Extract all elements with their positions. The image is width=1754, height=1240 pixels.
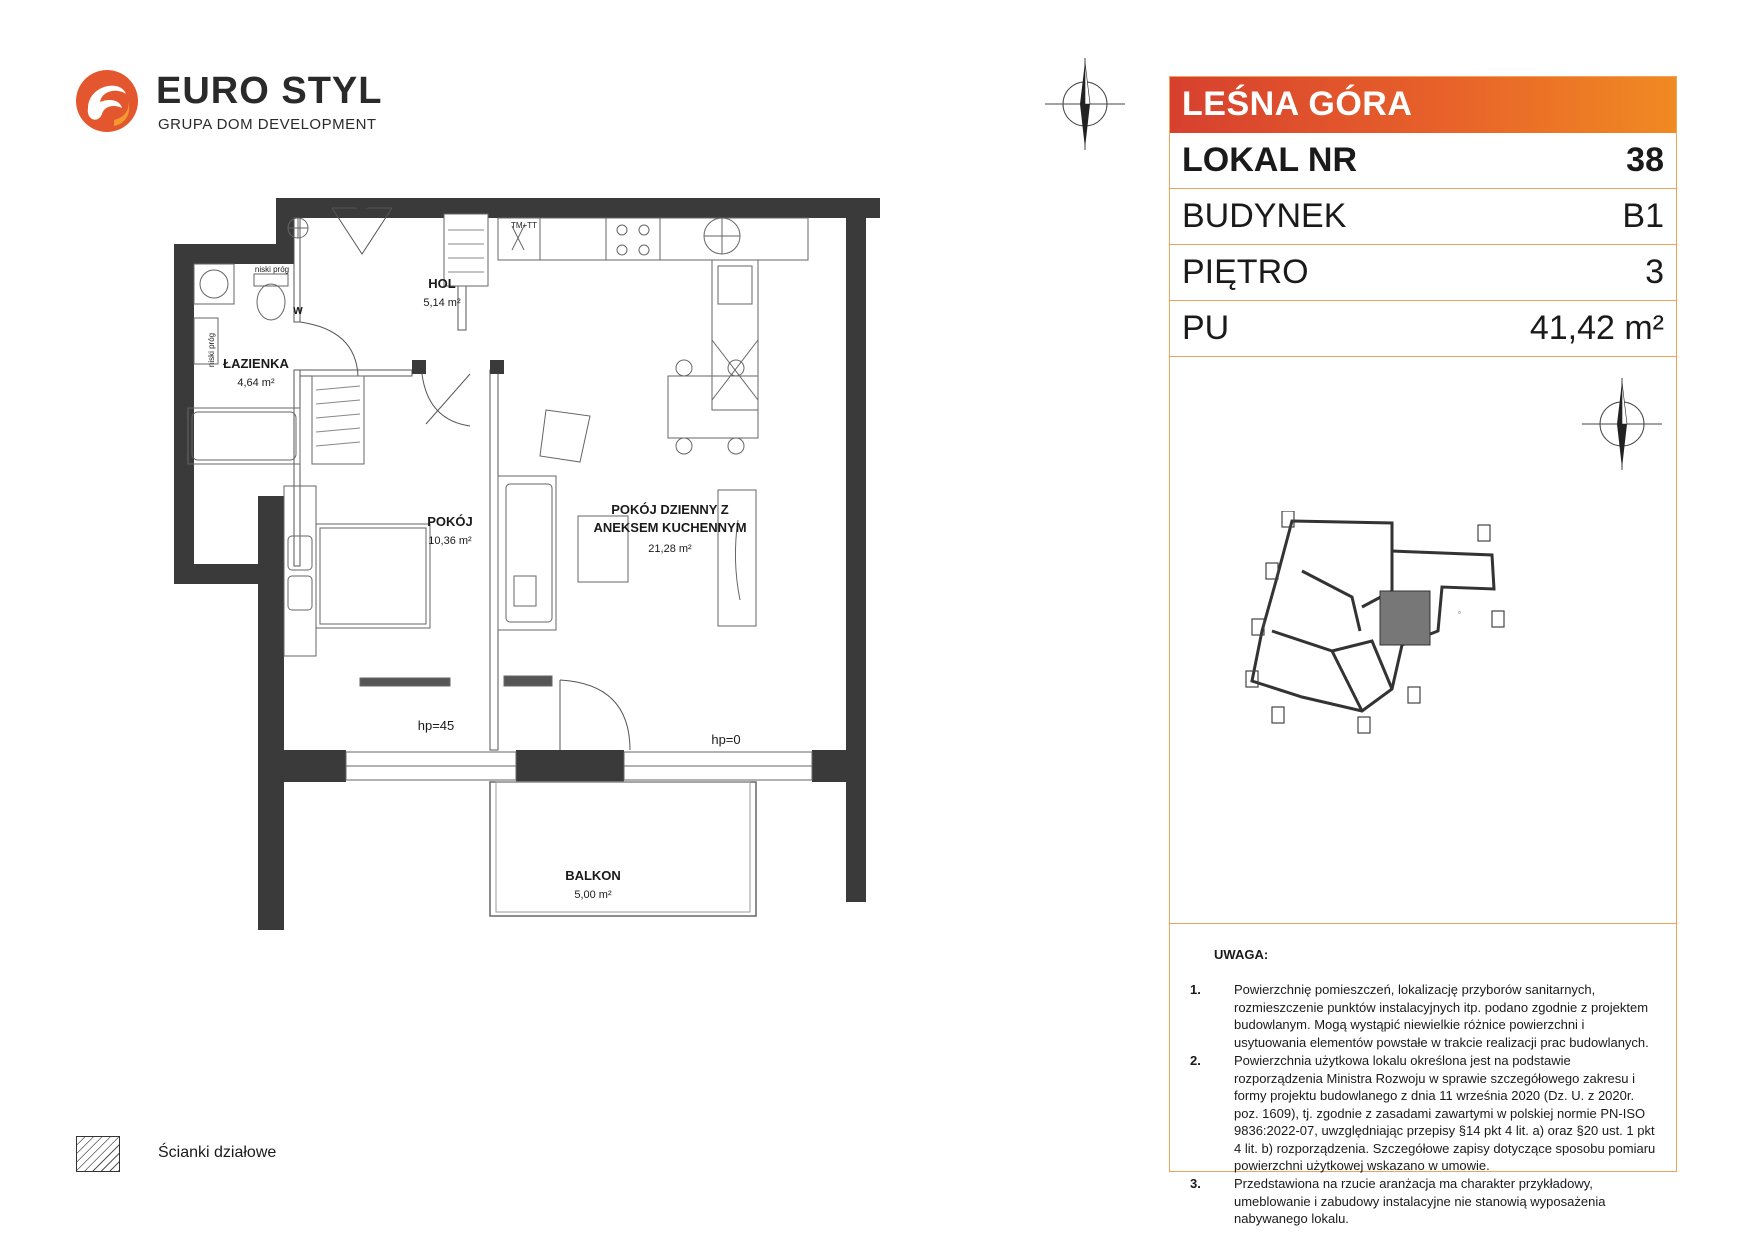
info-row-lokal	[1170, 133, 1676, 189]
room-name-hol: HOL	[428, 276, 456, 291]
room-area-pokoj: 10,36 m²	[428, 535, 472, 547]
info-value-pietro: 3	[1645, 253, 1664, 291]
north-arrow-icon	[1045, 58, 1125, 150]
niski-prog-label-2: niski próg	[207, 332, 216, 368]
note-text: Powierzchnia użytkowa lokalu określona jest na podstawie rozporządzenia Ministra Rozwoju w sprawie szczegółowego zakresu i formy projektu budowlanego z dnia 11 września 2020 (Dz. U. z 2020r. poz. 1609), tj. zgodnie z zasadami zawartymi w polskiej normie PN-ISO 9836:2022-07, uwzględniając przepisy §14 pkt 4 lit. a) oraz §20 ust. 1 pkt 4 lit. b) rozporządzenia. Szczegółowe zapisy dotyczące sposobu pomiaru powierzchni użytkowej wskazano w umowie.	[1234, 1053, 1656, 1173]
room-area-hol: 5,14 m²	[423, 297, 461, 309]
info-row-pietro	[1170, 245, 1676, 301]
note-number: 3.	[1190, 1176, 1201, 1191]
room-area-balkon: 5,00 m²	[574, 889, 612, 901]
floor-plan	[160, 190, 880, 930]
note-number: 1.	[1190, 982, 1201, 997]
info-value-budynek: B1	[1622, 197, 1664, 235]
note-number: 2.	[1190, 1053, 1201, 1068]
notes-title: UWAGA:	[1214, 947, 1269, 962]
info-label-budynek: BUDYNEK	[1182, 197, 1347, 235]
info-label-lokal: LOKAL NR	[1182, 141, 1358, 179]
building-key-plan	[1242, 511, 1602, 771]
project-title: LEŚNA GÓRA	[1182, 85, 1413, 123]
room-name-lazienka: ŁAZIENKA	[223, 356, 289, 371]
info-panel	[1169, 76, 1677, 1226]
info-label-pu: PU	[1182, 309, 1230, 347]
info-row-pu	[1170, 301, 1676, 357]
room-name-balkon: BALKON	[565, 868, 621, 883]
hp-living-label: hp=0	[711, 732, 741, 747]
north-arrow-icon	[1582, 378, 1662, 470]
legend-label: Ścianki działowe	[158, 1144, 277, 1161]
w-label: W	[293, 306, 303, 317]
info-row-budynek	[1170, 189, 1676, 245]
svg-text:▫: ▫	[1458, 608, 1461, 617]
note-text: Przedstawiona na rzucie aranżacja ma charakter przykładowy, umeblowanie i zabudowy instalacyjne nie stanowią wyposażenia nabywanego lokalu.	[1234, 1176, 1606, 1226]
room-area-dzienny: 21,28 m²	[648, 543, 692, 555]
hp-bedroom-label: hp=45	[417, 718, 455, 733]
brand-logo	[74, 68, 394, 140]
room-name-dzienny-2: ANEKSEM KUCHENNYM	[593, 520, 747, 535]
info-value-pu: 41,42 m²	[1529, 309, 1664, 347]
brand-name: EURO STYL	[156, 70, 383, 112]
niski-prog-label: niski próg	[254, 265, 290, 274]
legend-hatch-swatch	[76, 1136, 120, 1172]
tm-label: TM+TT	[511, 221, 537, 230]
plan-structure	[174, 198, 866, 930]
info-label-pietro: PIĘTRO	[1182, 253, 1309, 291]
panel-header	[1170, 77, 1676, 133]
brand-subtitle: GRUPA DOM DEVELOPMENT	[158, 116, 377, 133]
info-value-lokal: 38	[1626, 141, 1664, 179]
room-area-lazienka: 4,64 m²	[237, 377, 275, 389]
logo-mark-icon	[74, 68, 140, 134]
room-name-pokoj: POKÓJ	[427, 514, 473, 529]
note-text: Powierzchnię pomieszczeń, lokalizację przyborów sanitarnych, rozmieszczenie punktów instalacyjnych itp. podano zgodnie z projektem budowlanym. Mogą wystąpić niewielkie różnice powierzchni i usytuowania elementów powstałe w trakcie realizacji prac budowlanych.	[1234, 982, 1649, 1050]
room-name-dzienny-1: POKÓJ DZIENNY Z	[611, 502, 729, 517]
